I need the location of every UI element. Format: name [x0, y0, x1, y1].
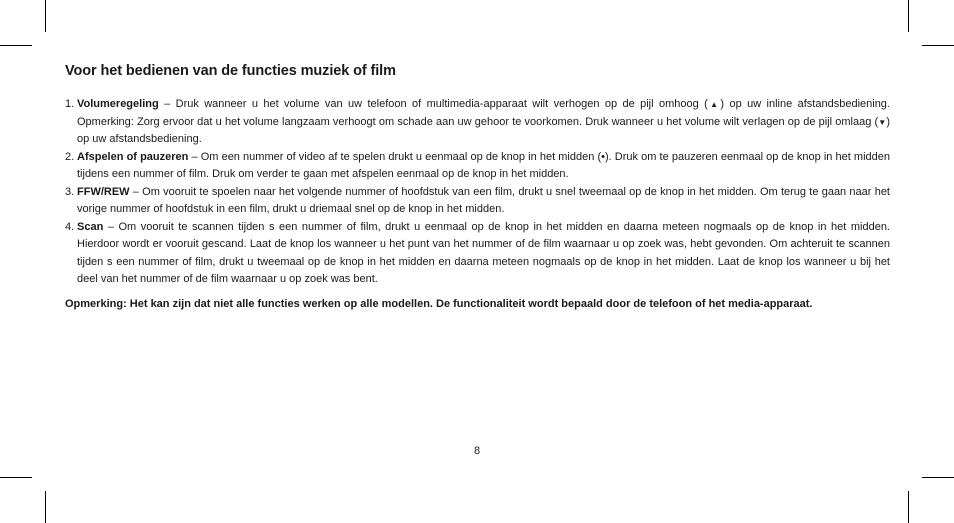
list-item-text: – Druk wanneer u het volume van uw telefoon of multimedia-apparaat wilt verhogen op de pijl omhoog (: [158, 98, 708, 110]
list-item-number: 3.: [65, 185, 75, 198]
list-item-term: FFW/REW: [77, 185, 130, 198]
crop-mark-bottom-left-horizontal: [0, 477, 32, 478]
crop-mark-bottom-right-horizontal: [922, 477, 954, 478]
list-item-text: – Om vooruit te scannen tijden s een nummer of film, drukt u eenmaal op de knop in het midden en daarna meteen nogmaals op de knop in het midden. Hierdoor wordt er vooruit gescand. Laat de knop los wanneer u het punt van het nummer of de film waarnaar u op zoek was, hebt gevonden. Om achteruit te scannen tijden s een nummer of film, drukt u tweemaal op de knop in het midden en daarna meteen nogmaals op de knop in het midden. Laat de knop los wanneer u bij het deel van het nummer of de film waarnaar u op zoek was bent.: [77, 220, 890, 285]
list-item-text: – Om vooruit te spoelen naar het volgende nummer of hoofdstuk van een film, drukt u snel tweemaal op de knop in het midden. Om terug te gaan naar het vorige nummer of hoofdstuk in een film, drukt u driemaal snel op de knop in het midden.: [77, 185, 890, 215]
list-item-scan: [65, 219, 890, 289]
page-number: 8: [473, 445, 481, 457]
list-item-text: ) op uw inline afstandsbediening. Opmerking: Zorg ervoor dat u het volume langzaam verhoogt om schade aan uw gehoor te voorkomen. Druk wanneer u het volume wilt verlagen op de pijl omlaag (: [77, 98, 890, 128]
crop-mark-top-left-vertical: [45, 0, 46, 32]
list-item-number: 2.: [65, 150, 75, 163]
list-item-term: Afspelen of pauzeren: [77, 150, 189, 163]
list-item-text: – Om een nummer of video af te spelen drukt u eenmaal op de knop in het midden (•). Druk om te pauzeren eenmaal op de knop in het midden tijdens een nummer of film. Druk om verder te gaan met afspelen eenmaal op de knop in het midden.: [77, 150, 890, 180]
crop-mark-top-left-horizontal: [0, 45, 32, 46]
instruction-list: [65, 96, 890, 289]
list-item-term: Scan: [77, 220, 104, 233]
arrow-down-icon: ▼: [878, 117, 887, 127]
list-item-number: 1.: [65, 98, 75, 110]
crop-mark-top-right-horizontal: [922, 45, 954, 46]
list-item-ffw-rew: [65, 184, 890, 219]
note-text: Opmerking: Het kan zijn dat niet alle functies werken op alle modellen. De functionaliteit wordt bepaald door de telefoon of het media-apparaat.: [65, 298, 813, 310]
crop-mark-bottom-left-vertical: [45, 491, 46, 523]
list-item-term: Volumeregeling: [77, 98, 159, 110]
crop-mark-bottom-right-vertical: [908, 491, 909, 523]
list-item-volume: [65, 96, 890, 149]
crop-mark-top-right-vertical: [908, 0, 909, 32]
page-title: Voor het bedienen van de functies muziek of film: [65, 63, 396, 79]
list-item-number: 4.: [65, 220, 75, 233]
list-item-text: ) op uw afstandsbediening.: [77, 115, 890, 145]
arrow-up-icon: ▲: [707, 100, 721, 109]
list-item-play-pause: [65, 149, 890, 184]
